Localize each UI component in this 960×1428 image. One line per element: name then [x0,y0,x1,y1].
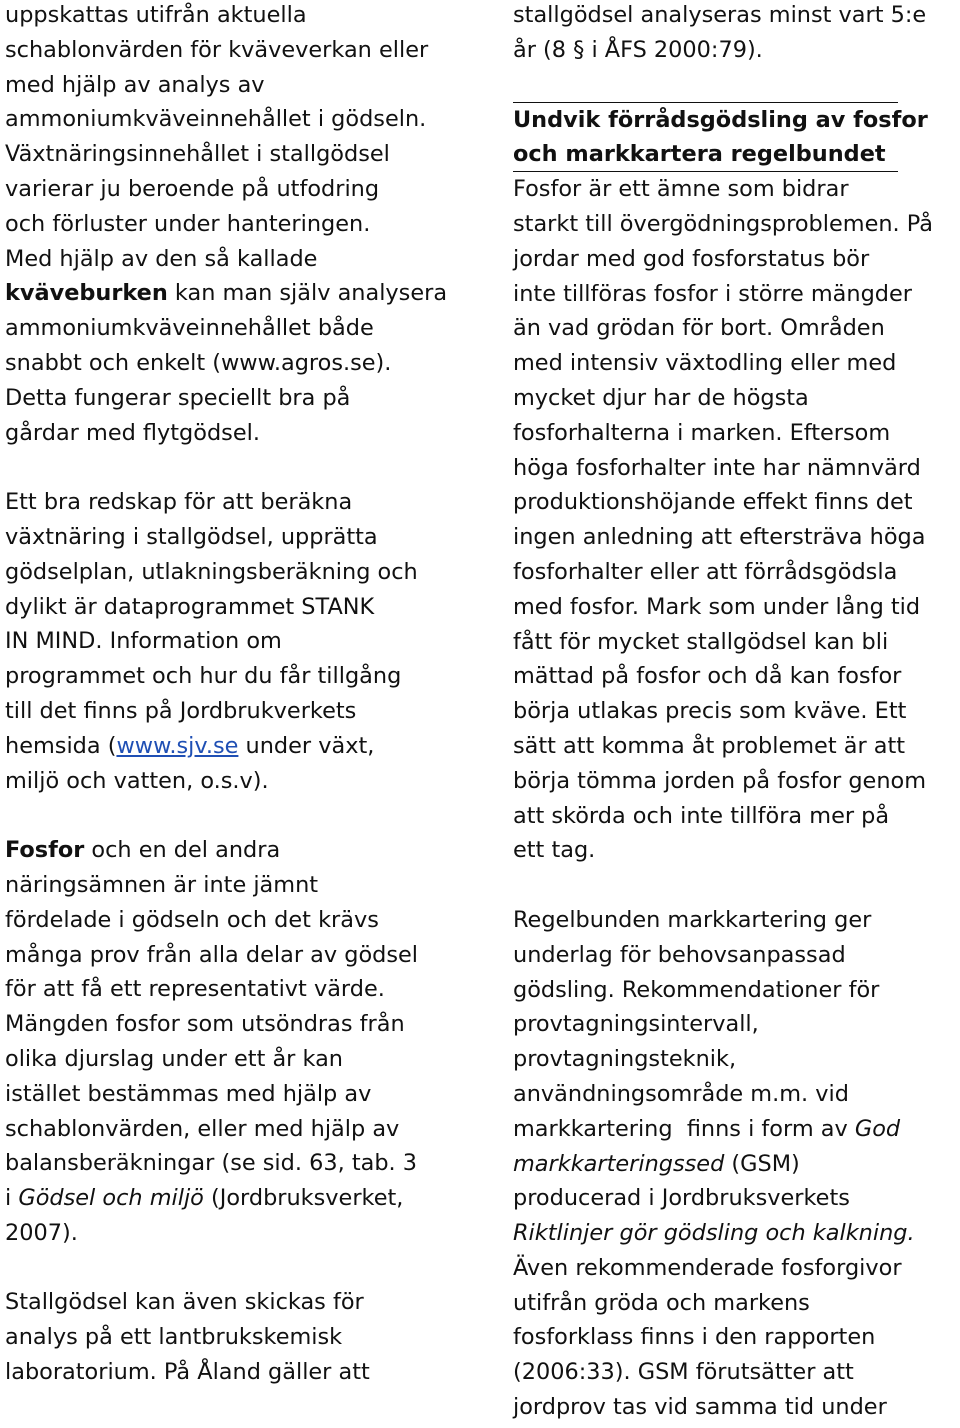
text-line: näringsämnen är inte jämnt [5,871,319,898]
text-line: olika djurslag under ett år kan [5,1045,343,1072]
text-line: och förluster under hanteringen. [5,210,371,237]
text-line: 2007). [5,1219,78,1246]
text-run: hemsida ( [5,732,117,759]
text-line: Med hjälp av den så kallade [5,245,318,272]
text-line: fördelade i gödseln och det krävs [5,906,379,933]
text-line: mycket djur har de högsta [513,384,809,411]
text-line: användningsområde m.m. vid [513,1080,849,1107]
text-line: än vad grödan för bort. Områden [513,315,885,342]
text-line [5,1181,455,1216]
heading-line: Undvik förrådsgödsling av fosfor [513,107,928,134]
text-line: Ett bra redskap för att beräkna [5,489,353,516]
text-line [5,833,455,868]
text-line: inte tillföras fosfor i större mängder [513,280,912,307]
text-line: schablonvärden, eller med hjälp av [5,1115,400,1142]
text-line: istället bestämmas med hjälp av [5,1080,372,1107]
text-line: Regelbunden markkartering ger [513,906,872,933]
text-line [513,1147,955,1182]
paragraph-afs [513,0,955,68]
text-run: i [5,1185,19,1212]
text-line: starkt till övergödningsproblemen. På [513,210,933,237]
text-line: börja tömma jorden på fosfor genom [513,767,927,794]
text-line: programmet och hur du får tillgång [5,663,402,690]
text-line: att skörda och inte tillföra mer på [513,802,890,829]
text-run: (GSM) [724,1150,800,1177]
text-line: mättad på fosfor och då kan fosfor [513,663,902,690]
text-line: provtagningsintervall, [513,1011,759,1038]
text-line: ammoniumkväveinnehållet både [5,315,374,342]
text-run: (Jordbruksverket, [203,1185,404,1212]
text-run: under växt, [238,732,375,759]
text-run: och en del andra [84,837,281,864]
text-line: med hjälp av analys av [5,71,265,98]
text-line: ett tag. [513,837,596,864]
paragraph-stank-in-mind [5,485,455,798]
text-line: gödselplan, utlakningsberäkning och [5,558,418,585]
text-line: Fosfor är ett ämne som bidrar [513,176,849,203]
text-line: fosforhalterna i marken. Eftersom [513,419,891,446]
text-line: till det finns på Jordbrukverkets [5,697,357,724]
paragraph-gap [5,450,455,485]
text-line: Växtnäringsinnehållet i stallgödsel [5,141,390,168]
text-line: balansberäkningar (se sid. 63, tab. 3 [5,1150,418,1177]
paragraph-gap [5,798,455,833]
text-line: höga fosforhalter inte har nämnvärd [513,454,921,481]
text-line: med intensiv växtodling eller med [513,350,897,377]
text-line: ingen anledning att eftersträva höga [513,524,926,551]
paragraph-gap [513,868,955,903]
text-line: produktionshöjande effekt finns det [513,489,913,516]
text-line: gårdar med flytgödsel. [5,419,260,446]
section-heading [513,102,928,172]
text-line: dylikt är dataprogrammet STANK [5,593,375,620]
heading-line: och markkartera regelbundet [513,141,886,168]
text-line: utifrån gröda och markens [513,1289,810,1316]
text-line: fosforklass finns i den rapporten [513,1324,876,1351]
bold-term: kväveburken [5,280,168,307]
text-line: (2006:33). GSM förutsätter att [513,1359,854,1386]
text-line: Detta fungerar speciellt bra på [5,384,351,411]
text-line [5,729,455,764]
paragraph-stallgodsel-analys [5,1285,455,1389]
text-line: laboratorium. På Åland gäller att [5,1359,370,1386]
text-line: analys på ett lantbrukskemisk [5,1324,343,1351]
text-line: schablonvärden för kväveverkan eller [5,36,429,63]
text-line: producerad i Jordbruksverkets [513,1185,850,1212]
italic-title: God [854,1115,901,1142]
text-line: fosforhalter eller att förrådsgödsla [513,558,898,585]
text-run: kan man själv analysera [167,280,448,307]
text-line: jordar med god fosforstatus bör [513,245,870,272]
bold-term: Fosfor [5,837,85,864]
paragraph-fosfor-overgodning [513,172,955,868]
text-line: Stallgödsel kan även skickas för [5,1289,364,1316]
text-line [5,276,455,311]
sjv-link[interactable]: www.sjv.se [116,732,239,759]
text-line: börja utlakas precis som kväve. Ett [513,698,907,725]
italic-title: Gödsel och miljö [18,1185,204,1212]
text-line: gödsling. Rekommendationer för [513,976,880,1003]
paragraph-fosfor [5,833,455,1251]
text-line: ammoniumkväveinnehållet i gödseln. [5,106,427,133]
text-line: stallgödsel analyseras minst vart 5:e [513,2,927,28]
left-column [5,0,455,1390]
text-line: växtnäring i stallgödsel, upprätta [5,523,378,550]
text-line: Mängden fosfor som utsöndras från [5,1011,405,1038]
text-line: IN MIND. Information om [5,628,282,655]
text-line: med fosfor. Mark som under lång tid [513,593,921,620]
paragraph-gap [513,68,955,103]
paragraph-gap [5,1251,455,1286]
text-line: många prov från alla delar av gödsel [5,941,419,968]
text-line: fått för mycket stallgödsel kan bli [513,628,889,655]
italic-title: Riktlinjer gör gödsling och kalkning. [513,1220,915,1247]
text-line: provtagningsteknik, [513,1046,737,1073]
text-line: Även rekommenderade fosforgivor [513,1254,902,1281]
text-line: miljö och vatten, o.s.v). [5,767,269,794]
paragraph-kvave-analys [5,0,455,450]
text-line [513,1112,955,1147]
text-line: snabbt och enkelt (www.agros.se). [5,349,392,376]
text-line: underlag för behovsanpassad [513,941,846,968]
text-line: varierar ju beroende på utfodring [5,175,380,202]
text-line: jordprov tas vid samma tid under [513,1394,887,1421]
text-line: uppskattas utifrån aktuella [5,2,307,28]
paragraph-markkartering [513,903,955,1425]
right-column [513,0,955,1425]
text-line: år (8 § i ÅFS 2000:79). [513,36,763,63]
text-line: sätt att komma åt problemet är att [513,732,906,759]
text-run: markkartering finns i form av [513,1115,855,1142]
text-line: för att få ett representativt värde. [5,976,385,1003]
italic-title: markkarteringssed [513,1150,725,1177]
